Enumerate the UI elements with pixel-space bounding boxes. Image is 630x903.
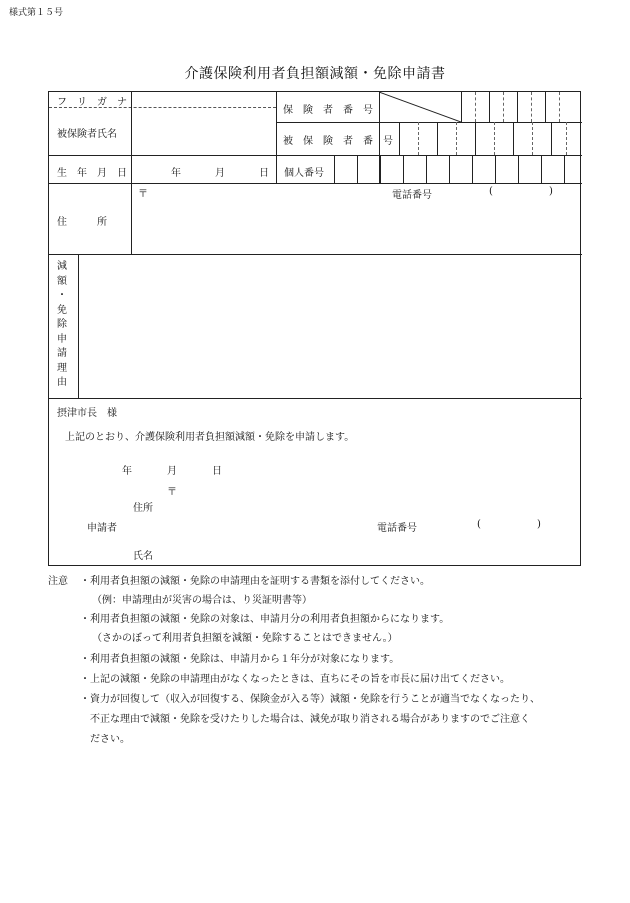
insured-name-label: 被保険者氏名 — [57, 129, 117, 140]
application-address-label: 住所 — [133, 503, 153, 514]
note-item: ださい。 — [90, 734, 130, 745]
insurer-box — [545, 92, 546, 122]
application-phone-label: 電話番号 — [377, 523, 417, 534]
addressee: 摂津市長 様 — [57, 408, 117, 419]
address-column-divider — [131, 183, 132, 254]
address-postal-mark: 〒 — [138, 189, 148, 200]
insured-box — [456, 122, 457, 155]
note-item: ・資力が回復して（収入が回復する、保険金が入る等）減額・免除を行うことが適当でなくなったり、 — [80, 694, 540, 705]
form-number: 様式第１５号 — [9, 8, 64, 18]
birth-year-label: 年 — [171, 168, 181, 179]
personal-number-box — [426, 155, 427, 183]
insured-box — [513, 122, 514, 155]
label-column-divider — [131, 92, 132, 183]
personal-number-box — [541, 155, 542, 183]
address-label: 住 所 — [57, 217, 107, 228]
personal-number-box — [564, 155, 565, 183]
insured-box — [475, 122, 476, 155]
insured-box — [418, 122, 419, 155]
note-item: 不正な理由で減額・免除を受けたりした場合は、減免が取り消される場合がありますのでご注意く — [90, 714, 530, 725]
diagonal-strike — [379, 92, 461, 122]
application-month-label: 月 — [167, 466, 177, 477]
note-item: ・利用者負担額の減額・免除は、申請月から１年分が対象になります。 — [80, 654, 400, 665]
address-phone-label: 電話番号 — [392, 190, 432, 201]
address-phone-paren-open: ( — [489, 186, 493, 197]
personal-number-box — [495, 155, 496, 183]
personal-number-box — [449, 155, 450, 183]
note-item: ・上記の減額・免除の申請理由がなくなったときは、直ちにその旨を市長に届け出てください。 — [80, 674, 510, 685]
insured-box — [437, 122, 438, 155]
personal-number-box — [357, 155, 358, 183]
insurer-box — [517, 92, 518, 122]
birth-day-label: 日 — [259, 168, 269, 179]
application-day-label: 日 — [212, 466, 222, 477]
insurer-box — [531, 92, 532, 122]
insurer-box — [489, 92, 490, 122]
insured-box — [566, 122, 567, 155]
personal-number-box — [472, 155, 473, 183]
note-item: （例：申請理由が災害の場合は、り災証明書等） — [92, 595, 312, 606]
application-phone-paren-close: ) — [537, 519, 541, 530]
insurer-box — [503, 92, 504, 122]
row-divider-reason — [49, 254, 582, 255]
insurer-box — [559, 92, 560, 122]
application-year-label: 年 — [122, 466, 132, 477]
personal-number-box — [380, 155, 381, 183]
applicant-label: 申請者 — [87, 523, 117, 534]
insurer-box — [475, 92, 476, 122]
row-divider-birth — [49, 155, 582, 156]
birthdate-label: 生 年 月 日 — [57, 168, 127, 179]
personal-number-box — [403, 155, 404, 183]
personal-number-label: 個人番号 — [284, 168, 324, 179]
insured-box — [551, 122, 552, 155]
insurer-number-label: 保 険 者 番 号 — [283, 105, 373, 116]
birth-month-label: 月 — [215, 168, 225, 179]
insured-number-label: 被 保 険 者 番 号 — [283, 136, 393, 147]
personal-number-label-divider — [334, 155, 335, 183]
note-item: ・利用者負担額の減額・免除の対象は、申請月分の利用者負担額からになります。 — [80, 614, 450, 625]
birth-divider — [276, 155, 277, 183]
reason-label: 減 額 ・ 免 除 申 請 理 由 — [57, 261, 67, 388]
form-title: 介護保険利用者負担額減額・免除申請書 — [184, 66, 446, 82]
row-divider-application — [49, 398, 582, 399]
application-name-label: 氏名 — [133, 551, 153, 562]
notes-heading: 注意 — [48, 576, 68, 587]
insured-box — [399, 122, 400, 155]
furigana-label: フ リ ガ ナ — [57, 97, 127, 108]
insurer-row-divider — [276, 122, 582, 123]
personal-number-box — [518, 155, 519, 183]
insurer-box — [461, 92, 462, 122]
application-statement: 上記のとおり、介護保険利用者負担額減額・免除を申請します。 — [65, 432, 355, 443]
note-item: （さかのぼって利用者負担額を減額・免除することはできません。） — [92, 633, 398, 644]
insured-box — [494, 122, 495, 155]
application-postal-mark: 〒 — [167, 487, 177, 498]
insured-box — [532, 122, 533, 155]
application-phone-paren-open: ( — [477, 519, 481, 530]
reason-label-divider — [78, 254, 79, 398]
address-phone-paren-close: ) — [549, 186, 553, 197]
application-form — [48, 91, 581, 566]
note-item: ・利用者負担額の減額・免除の申請理由を証明する書類を添付してください。 — [80, 576, 430, 587]
row-divider-address — [49, 183, 582, 184]
